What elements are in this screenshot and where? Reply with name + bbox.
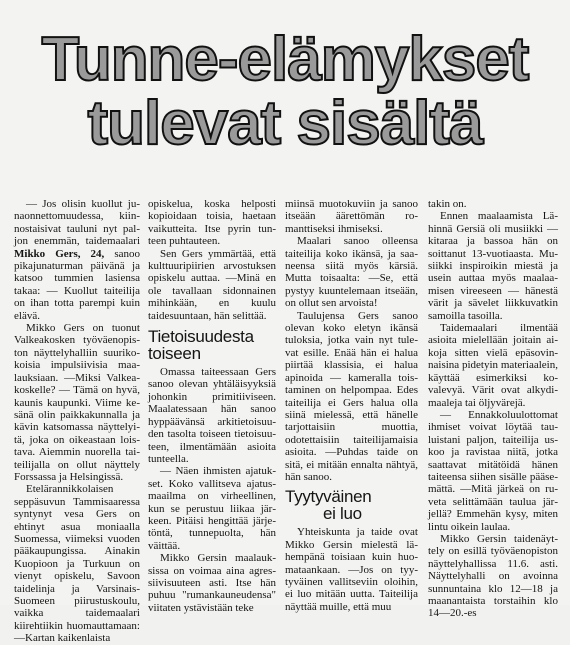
- paragraph: Taidemaalari ilmentää asioita mielellään joitain aikoja sitten vielä epäsovinnaisina pidetyin materiaalein, käyttää esimerkiksi kovalevyä. Värit ovat alkydimaaleja tai öljyvärejä.: [428, 322, 558, 409]
- paragraph: opiskelua, koska helposti kopioidaan toisia, haetaan vaikutteita. Itse pyrin tunteen puhtauteen.: [148, 198, 276, 248]
- article-column-3: [285, 198, 418, 613]
- subheading-line: ei luo: [323, 504, 362, 524]
- paragraph: miinsä muotokuviin ja sanoo itseään äärettömän romanttiseksi ihmiseksi.: [285, 198, 418, 235]
- paragraph: [14, 198, 140, 322]
- paragraph: — Näen ihmisten ajatukset. Koko vallitseva ajatusmaailma on virheellinen, kun se perustuu liikaa järkeen. Pitäisi hengittää järjetöntä, tunnepuolta, hän väittää.: [148, 465, 276, 552]
- paragraph: takin on.: [428, 198, 467, 210]
- paragraph: Ennen maalaamista Lähinnä Gersiä oli musiikki — kitaraa ja bassoa hän on soittanut 13-vuotiaasta. Musiikki inspiroikin miestä ja usein auttaa myös maalaamisen vireeseen — hänestä värit ja sävelet liikkuvatkin samoilla tasoilla.: [428, 210, 558, 322]
- subheading-line: Tietoisuudesta: [148, 327, 254, 347]
- paragraph: Omassa taiteessaan Gers sanoo olevan yhtäläisyyksiä johonkin primitiiviseen. Maalatessaan hän sanoo hyppäävänsä arkitietoisuuden tasolta toiseen tietoisuuteen, ilmentämään asioita tunteella.: [148, 366, 276, 465]
- paragraph: Yhteiskunta ja taide ovat Mikko Gersin mielestä lähempänä toisiaan kuin huomataankaan. —Jos on tyytyväinen vallitseviin oloihin, ei luo mitään uutta. Taiteilija näyttää muille, että muu: [285, 526, 418, 613]
- subheading-tyytyvainen: [285, 488, 418, 522]
- paragraph-text: sanoo pikajunaturman päivänä ja katsoo tummien lasiensa takaa: — Kuollut taiteilija on ihan totta parempi kuin elävä.: [14, 247, 140, 322]
- headline-line-2: tulevat sisältä: [87, 89, 483, 158]
- article-column-1: [14, 198, 140, 645]
- paragraph: Taulujensa Gers sanoo olevan koko eletyn ikänsä tuloksia, jotka vain nyt tulevat esille. Enää hän ei halua piirtää klassisia, ei halua apinoida — kameralla toistaminen on helpompaa. Edes taiteilija ei Gers halua olla siinä mielessä, että hänelle tarjottaisiin muottia, odotettaisiin taiteilijamaisia asioita. —Puhdas taide on sitä, ei mitään ennalta nähtyä, hän sanoo.: [285, 309, 418, 483]
- paragraph: Mikko Gersin maalauksissa on voimaa aina agressiivisuuteen asti. Itse hän puhuu "rumankauneudensa" viitaten ystävistään teke: [148, 552, 276, 614]
- paragraph-text: — Jos olisin kuollut junaonnettomuudessa, kiinnostaisivat tauluni nyt paljon enemmän, taidemaalari: [14, 198, 140, 248]
- paragraph: Etelärannikkolaisen seppäsuvun Tammisaaressa syntynyt vesa Gers on ehtinyt asua moniaalla Suomessa, viimeksi vuoden pääkaupungissa. Ainakin Kuopioon ja Turkuun on vienyt opiskelu, Savoon taidelinja ja Varsinais-Suomeen piirustuskoulu, vaikka taidemaalari kiirehtiikin huomauttamaan: —Kartan kaikenlaista: [14, 483, 140, 645]
- subheading-line: Tyytyväinen: [285, 487, 372, 507]
- paragraph: Sen Gers ymmärtää, että kulttuuripiirien arvostuksen opiskelu auttaa. —Minä en ole tavallaan sidonnainen mihinkään, en kuulu taidesuuntaan, hän selittää.: [148, 247, 276, 322]
- subheading-line: toiseen: [148, 344, 201, 364]
- article-headline: [0, 0, 570, 190]
- paragraph: Mikko Gersin taidenäyttely on esillä työväenopiston näyttelyhallissa 11.6. asti. Näyttelyhalli on avoinna sunnuntaina klo 12—18 ja maanantaista torstaihin klo 14—20.-es: [428, 532, 558, 620]
- article-column-4: [428, 198, 558, 620]
- artist-name: Mikko Gers, 24,: [14, 247, 105, 260]
- headline-line-1: Tunne-elämykset: [41, 25, 529, 94]
- article-column-2: [148, 198, 276, 614]
- subheading-tietoisuudesta: [148, 328, 276, 362]
- paragraph: Maalari sanoo olleensa taiteilija koko ikänsä, ja saaneensa siitä myös kärsiä. Mutta toisaalta: —Se, että pystyy kuuntelemaan itseään, on ollut sen arvoista!: [285, 235, 418, 310]
- paragraph: Mikko Gers on tuonut Valkeakosken työväenopiston näyttelyhalliin suurikokoisia impulsiivisia maalauksiaan. —Miksi Valkeakoskelle? — Tämä on hyvä, kaunis kaupunki. Viime kesänä olin paikkakunnalla ja kävin katsomassa näyttelyitä, joka on oikeastaan loistava. Aiemmin nuorella taiteilijalla on ollut näyttely Forssassa ja Helsingissä.: [14, 322, 140, 483]
- paragraph: — Ennakkoluulottomat ihmiset voivat löytää tauluistani paljon, taiteilija uskoo ja ravistaa niitä, jotka saattavat mitätöidä hänen taiteensa siihen sisälle pääsemättä. —Mitä järkeä on ruveta selittämään taulua järjellä? Emmehän kysy, miten lintu oikein laulaa.: [428, 408, 558, 533]
